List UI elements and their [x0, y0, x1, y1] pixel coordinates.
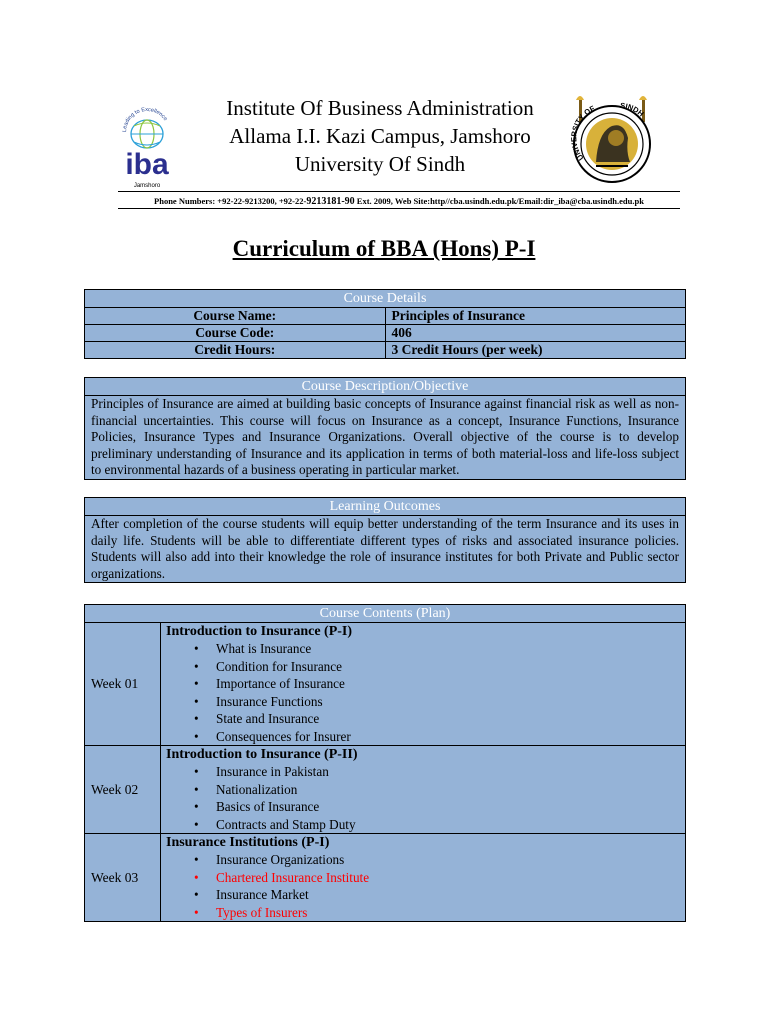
- course-details-rows: [85, 307, 685, 358]
- campus-name: Allama I.I. Kazi Campus, Jamshoro: [229, 124, 531, 148]
- list-item-highlighted: • Chartered Insurance Institute: [216, 869, 681, 887]
- logo-left-tagline: Leading to Excellence: [121, 106, 169, 133]
- list-item: • Basics of Insurance: [216, 798, 681, 816]
- detail-label: Course Name:: [85, 308, 385, 325]
- contact-phone-range: 9213181-90: [306, 196, 355, 207]
- detail-value: 3 Credit Hours (per week): [385, 342, 685, 359]
- contact-phone: Phone Numbers: +92-22-9213200, +92-22-: [154, 196, 307, 206]
- contact-web-email: Ext. 2009, Web Site:http//cba.usindh.edu.pk/Email:dir_iba@cba.usindh.edu.pk: [354, 196, 644, 206]
- iba-logo: [118, 98, 176, 190]
- detail-value: Principles of Insurance: [385, 308, 685, 325]
- course-details-heading: Course Details: [343, 291, 427, 306]
- list-item: • Insurance Organizations: [216, 851, 681, 869]
- list-item: • State and Insurance: [216, 710, 681, 728]
- detail-value: 406: [385, 325, 685, 342]
- week-topic: Insurance Institutions (P-I): [166, 835, 330, 850]
- table-row: [85, 342, 685, 359]
- table-row: [85, 325, 685, 342]
- university-name: University Of Sindh: [294, 152, 466, 176]
- list-item: • Consequences for Insurer: [216, 728, 681, 746]
- week-content: [161, 746, 686, 834]
- logo-left-letters: iba: [125, 148, 169, 181]
- list-item: • Nationalization: [216, 781, 681, 799]
- contact-line: [118, 195, 680, 208]
- learning-outcomes-heading: Learning Outcomes: [85, 498, 685, 516]
- description-heading: Course Description/Objective: [85, 378, 685, 396]
- table-row: [85, 308, 685, 325]
- seal-ring-right: SINDH: [619, 100, 646, 119]
- learning-outcomes-box: [84, 497, 686, 583]
- topic-list: [166, 763, 681, 833]
- document-title: Curriculum of BBA (Hons) P-I: [232, 236, 536, 261]
- description-text: Principles of Insurance are aimed at building basic concepts of Insurance against financial risk as well as non-financial uncertainties. This course will focus on Insurance as a concept, Insurance Functions, Insurance Policies, Insurance Types and Insurance Organizations. Overall objective of the course is to develop preliminary understanding of Insurance and its application in terms of both material-loss and life-loss subject to environmental hazards of a business operating in particular market.: [91, 396, 679, 478]
- table-row: [85, 746, 685, 834]
- course-plan-table: [84, 604, 686, 922]
- topic-list: [166, 640, 681, 745]
- logo-left-city: Jamshoro: [133, 183, 161, 189]
- week-label: Week 03: [85, 834, 161, 922]
- week-label: Week 02: [85, 746, 161, 834]
- detail-label: Course Code:: [85, 325, 385, 342]
- course-details-table: [84, 289, 686, 359]
- institution-header: [180, 94, 580, 178]
- list-item: • Condition for Insurance: [216, 658, 681, 676]
- list-item: • Insurance Functions: [216, 693, 681, 711]
- week-content: [161, 834, 686, 922]
- detail-label: Credit Hours:: [85, 342, 385, 359]
- list-item: • What is Insurance: [216, 640, 681, 658]
- list-item: • Insurance in Pakistan: [216, 763, 681, 781]
- week-label: Week 01: [85, 623, 161, 746]
- table-row: [85, 623, 685, 746]
- list-item: • Contracts and Stamp Duty: [216, 816, 681, 834]
- list-item: • Insurance Market: [216, 886, 681, 904]
- table-row: [85, 834, 685, 922]
- header-rule-bottom: [118, 208, 680, 209]
- learning-outcomes-text: After completion of the course students will equip better understanding of the term Insurance and its uses in daily life. Students will be able to differentiate different types of risks and associated insurance policies. Students will also add into their knowledge the role of insurance institutes for both Private and Public sector organizations.: [91, 516, 679, 581]
- list-item-highlighted: • Types of Insurers: [216, 904, 681, 922]
- institute-name: Institute Of Business Administration: [226, 96, 534, 120]
- list-item: • Importance of Insurance: [216, 675, 681, 693]
- week-content: [161, 623, 686, 746]
- topic-list: [166, 851, 681, 921]
- week-topic: Introduction to Insurance (P-I): [166, 624, 353, 639]
- course-plan-rows: [85, 622, 685, 921]
- course-plan-heading: Course Contents (Plan): [319, 606, 451, 621]
- description-box: [84, 377, 686, 480]
- week-topic: Introduction to Insurance (P-II): [166, 747, 358, 762]
- header-rule-top: [118, 191, 680, 192]
- university-seal-logo: [566, 92, 658, 188]
- seal-ring-left: UNIVERSITY OF: [569, 103, 597, 163]
